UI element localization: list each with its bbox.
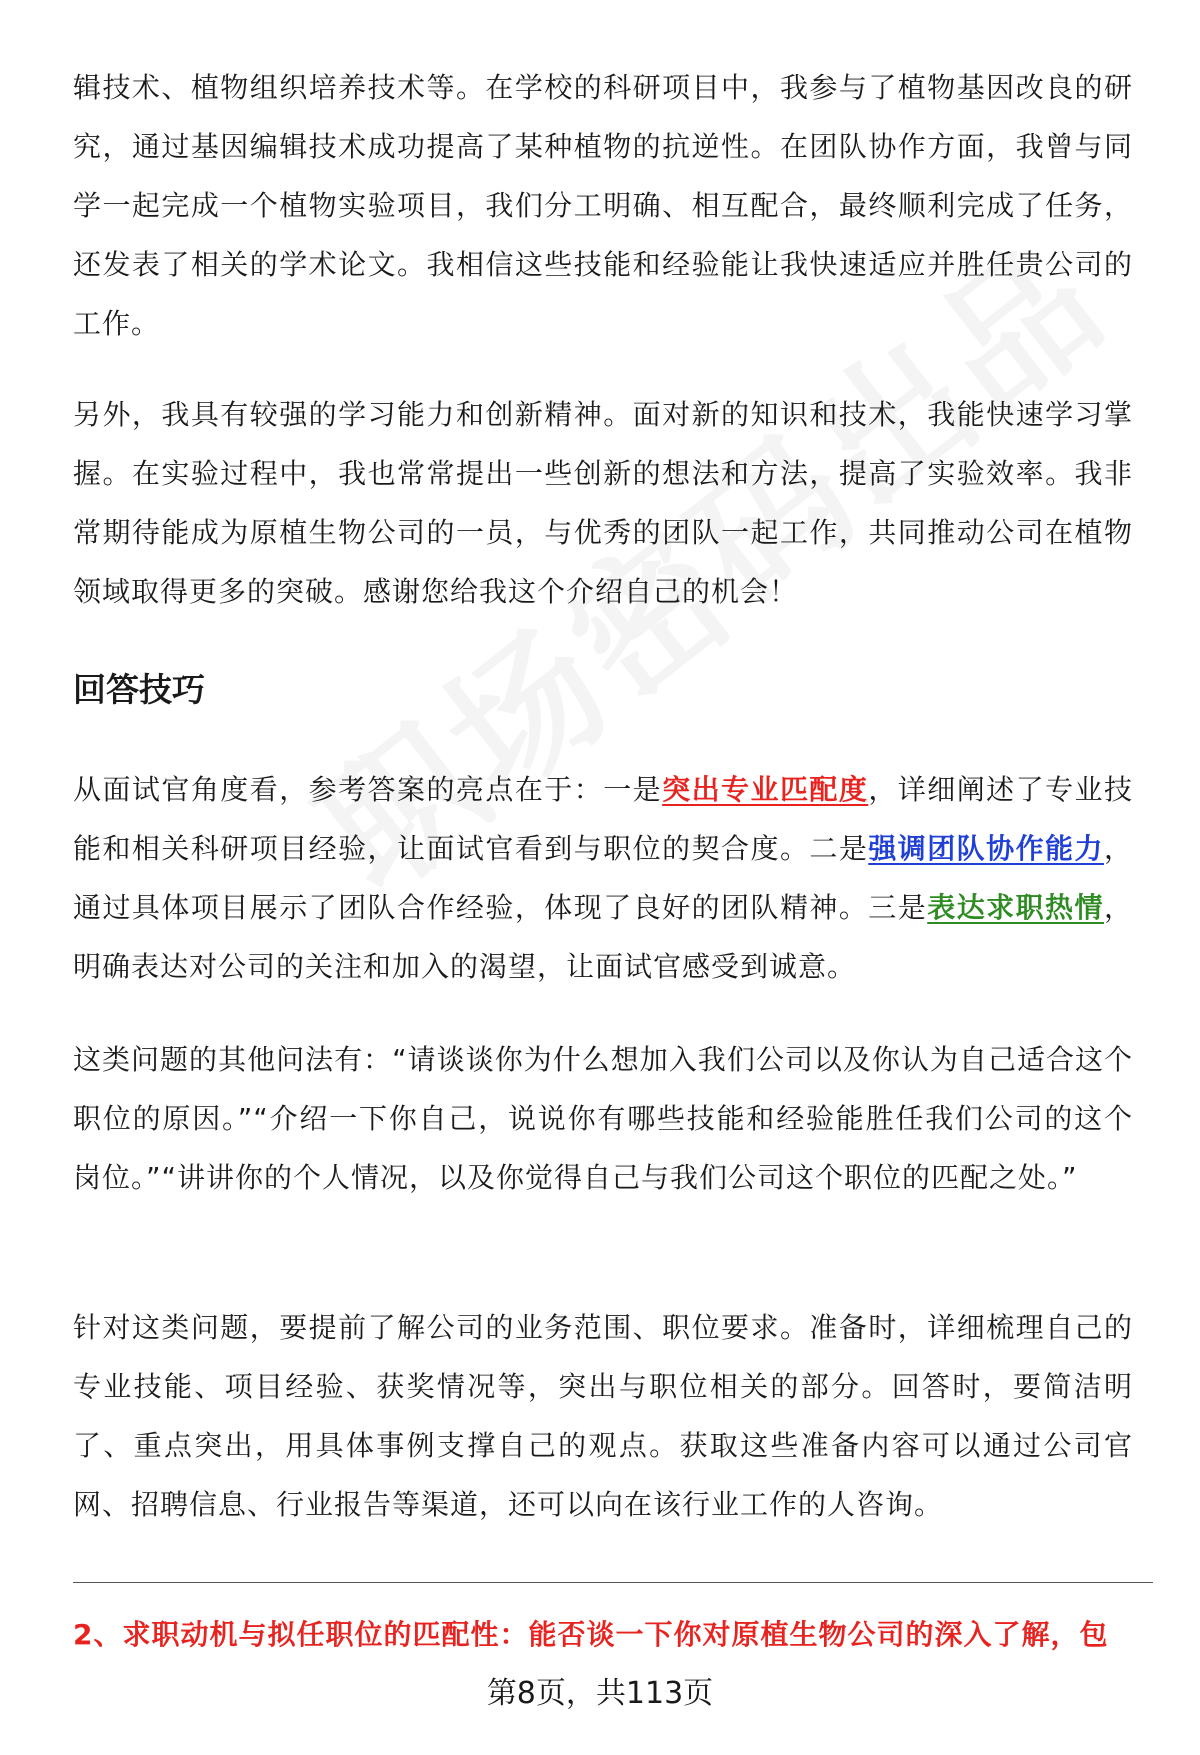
page-number-footer: 第8页，共113页 <box>486 1676 714 1711</box>
preparation-paragraph: 针对这类问题，要提前了解公司的业务范围、职位要求。准备时，详细梳理自己的专业技能、项目经验、获奖情况等，突出与职位相关的部分。回答时，要简洁明了、重点突出，用具体事例支撑自己的观点。获取这些准备内容可以通过公司官网、招聘信息、行业报告等渠道，还可以向在该行业工作的人咨询。 <box>73 1311 1133 1521</box>
answer-paragraph-learning: 另外，我具有较强的学习能力和创新精神。面对新的知识和技术，我能快速学习掌握。在实验过程中，我也常常提出一些创新的想法和方法，提高了实验效率。我非常期待能成为原植生物公司的一员，与优秀的团队一起工作，共同推动公司在植物领域取得更多的突破。感谢您给我这个介绍自己的机会！ <box>73 398 1133 608</box>
highlight-enthusiasm: 表达求职热情 <box>927 891 1104 924</box>
tips-text-3: ，通过具体项目展示了团队合作经验，体现了良好的团队精神。三是 <box>73 832 1133 924</box>
tips-text-1: 从面试官角度看，参考答案的亮点在于：一是 <box>73 773 663 806</box>
tips-text-2: ，详细阐述了专业技能和相关科研项目经验，让面试官看到与职位的契合度。二是 <box>73 773 1133 865</box>
answer-paragraph-skills: 辑技术、植物组织培养技术等。在学校的科研项目中，我参与了植物基因改良的研究，通过基因编辑技术成功提高了某种植物的抗逆性。在团队协作方面，我曾与同学一起完成一个植物实验项目，我们分工明确、相互配合，最终顺利完成了任务，还发表了相关的学术论文。我相信这些技能和经验能让我快速适应并胜任贵公司的工作。 <box>73 71 1133 340</box>
tips-paragraph <box>73 760 1133 996</box>
highlight-teamwork: 强调团队协作能力 <box>868 832 1104 865</box>
tips-text-4: ，明确表达对公司的关注和加入的渴望，让面试官感受到诚意。 <box>73 891 1133 983</box>
highlight-professional-match: 突出专业匹配度 <box>662 773 869 806</box>
next-question-heading: 2、求职动机与拟任职位的匹配性：能否谈一下你对原植生物公司的深入了解，包 <box>73 1618 1109 1651</box>
other-questions-paragraph: 这类问题的其他问法有：“请谈谈你为什么想加入我们公司以及你认为自己适合这个职位的原因。”“介绍一下你自己，说说你有哪些技能和经验能胜任我们公司的这个岗位。”“讲讲你的个人情况，以及你觉得自己与我们公司这个职位的匹配之处。” <box>73 1043 1133 1194</box>
section-heading-answer-tips: 回答技巧 <box>73 670 205 709</box>
section-divider <box>73 1582 1153 1583</box>
